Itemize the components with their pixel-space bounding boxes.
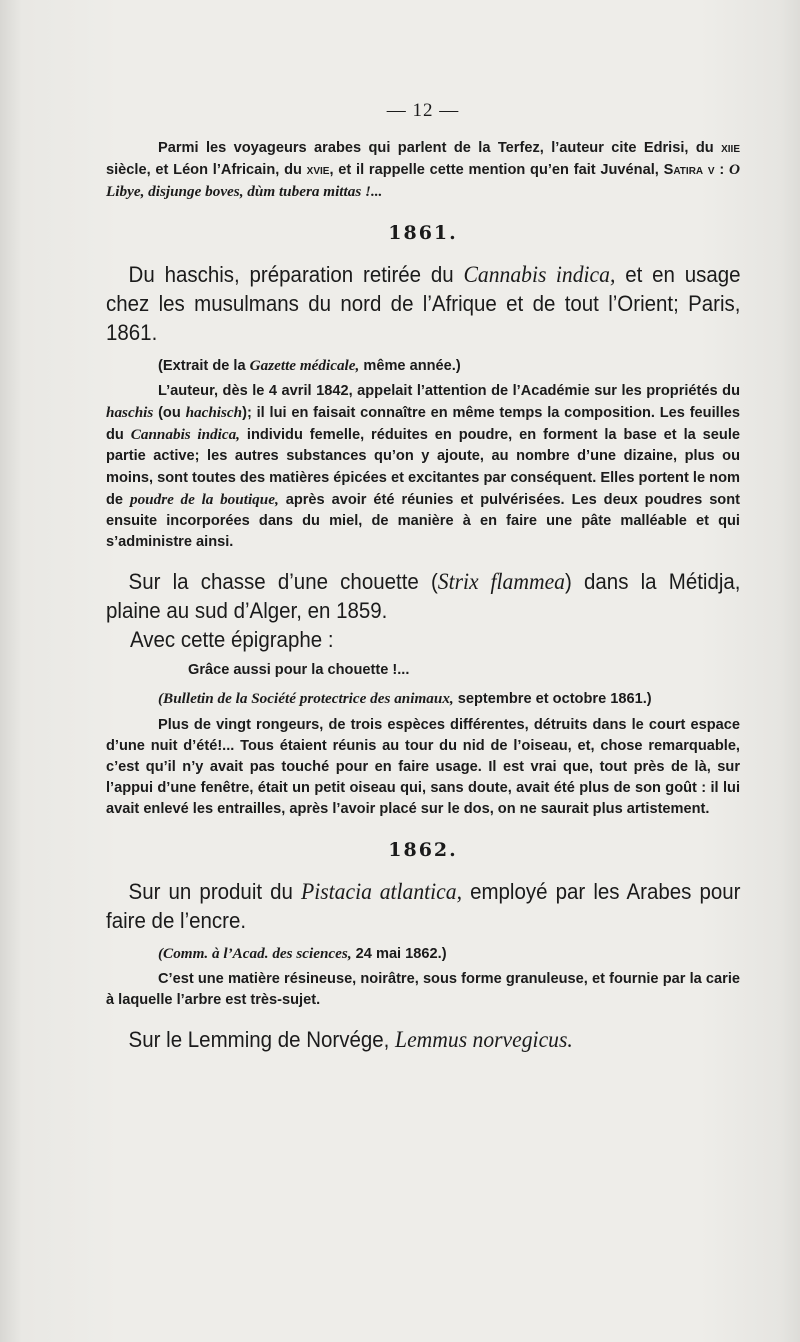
owl-epigraph: Grâce aussi pour la chouette !... bbox=[188, 662, 410, 679]
intro-text-2: siècle, et Léon l’Africain, du bbox=[106, 162, 307, 179]
lemming-title-italic: Lemmus norvegicus. bbox=[395, 1027, 573, 1053]
pistacia-source-text: 24 mai 1862.) bbox=[351, 945, 447, 962]
hashish-source-italic: Gazette médicale, bbox=[249, 356, 360, 374]
intro-century-xii: xiie bbox=[721, 140, 740, 156]
lemming-title-text: Sur le Lemming de Norvége, bbox=[128, 1027, 396, 1053]
intro-satira: Satira v bbox=[663, 162, 715, 179]
hashish-body-text-4: individu femelle, réduites en poudre, en forment la base et la seule partie active; les autres substances qu’on y ajoute, au nombre d’une dizaine, plus ou moins, sont toutes des matières épicées et excitantes par conséquent. Elles portent le nom de bbox=[106, 427, 740, 508]
owl-epigraph-intro: Avec cette épigraphe : bbox=[130, 627, 334, 653]
page-content bbox=[106, 100, 740, 1054]
owl-title-text-2: ) dans la Métidja, plaine au sud d’Alger, en 1859. bbox=[106, 569, 741, 624]
intro-quote: O Libye, disjunge boves, dùm tubera mittas !... bbox=[106, 161, 740, 201]
pistacia-title bbox=[106, 877, 741, 935]
hashish-body-italic-4: poudre de la boutique, bbox=[129, 490, 279, 508]
hashish-body bbox=[106, 381, 740, 554]
pistacia-source bbox=[106, 943, 740, 965]
hashish-title-text-2: et en usage chez les musulmans du nord de l’Afrique et de tout l’Orient; Paris, 1861. bbox=[106, 261, 741, 345]
pistacia-source-italic: (Comm. à l’Acad. des sciences, bbox=[158, 944, 352, 962]
owl-source bbox=[106, 688, 740, 710]
year-heading-1862: 1862. bbox=[388, 838, 458, 861]
hashish-source-text-1: (Extrait de la bbox=[158, 357, 250, 374]
hashish-body-text-3: ); il lui en faisait connaître en même temps la composition. Les feuilles du bbox=[106, 405, 740, 444]
intro-century-xvi: xvie bbox=[306, 162, 330, 179]
year-heading-1861: 1861. bbox=[388, 221, 458, 244]
hashish-body-italic-2: hachisch bbox=[185, 404, 243, 422]
owl-source-text: septembre et octobre 1861.) bbox=[453, 691, 652, 708]
hashish-source-text-2: même année.) bbox=[359, 357, 461, 374]
hashish-body-italic-1: haschis bbox=[106, 404, 154, 422]
hashish-body-text-5: après avoir été réunies et pulvérisées. Les deux poudres sont ensuite incorporées dans du miel, de manière à en faire une pâte malléable et qui s’administre ainsi. bbox=[106, 491, 740, 551]
hashish-body-text-2: (ou bbox=[153, 405, 186, 422]
owl-body: Plus de vingt rongeurs, de trois espèces différentes, détruits dans le court espace d’une nuit d’été!... Tous étaient réunis au tour du nid de l’oiseau, et, chose remarquable, c’est qu’il n’y avait pas touché pour en faire usage. Il est vrai que, tout près de là, sur l’appui d’une fenêtre, était un petit oiseau qui, sans doute, avait été plus de son goût : il lui avait enlevé les entrailles, après l’avoir placé sur le dos, on ne saurait plus artistement. bbox=[106, 716, 740, 818]
page-number: — 12 — bbox=[386, 100, 460, 121]
hashish-body-text-1: L’auteur, dès le 4 avril 1842, appelait l’attention de l’Académie sur les propriétés du bbox=[158, 382, 740, 399]
pistacia-title-text-1: Sur un produit du bbox=[128, 878, 302, 904]
intro-text-4: : bbox=[714, 162, 730, 179]
owl-title bbox=[106, 567, 741, 625]
intro-text-3: , et il rappelle cette mention qu’en fait Juvénal, bbox=[329, 162, 664, 179]
hashish-source bbox=[106, 355, 740, 377]
hashish-title-italic: Cannabis indica, bbox=[463, 261, 616, 287]
hashish-title bbox=[106, 260, 741, 347]
pistacia-body: C’est une matière résineuse, noirâtre, sous forme granuleuse, et fournie par la carie à laquelle l’arbre est très-sujet. bbox=[106, 970, 740, 1009]
lemming-title bbox=[106, 1025, 741, 1054]
pistacia-title-text-2: employé par les Arabes pour faire de l’encre. bbox=[106, 878, 741, 933]
pistacia-title-italic: Pistacia atlantica, bbox=[301, 878, 462, 904]
owl-title-text-1: Sur la chasse d’une chouette ( bbox=[128, 569, 438, 595]
intro-paragraph bbox=[106, 138, 740, 204]
owl-title-italic: Strix flammea bbox=[437, 569, 565, 595]
intro-text-1: Parmi les voyageurs arabes qui parlent de la Terfez, l’auteur cite Edrisi, du bbox=[158, 140, 722, 156]
hashish-body-italic-3: Cannabis indica, bbox=[130, 426, 240, 444]
owl-source-italic: (Bulletin de la Société protectrice des animaux, bbox=[158, 690, 454, 708]
hashish-title-text-1: Du haschis, préparation retirée du bbox=[128, 261, 464, 287]
